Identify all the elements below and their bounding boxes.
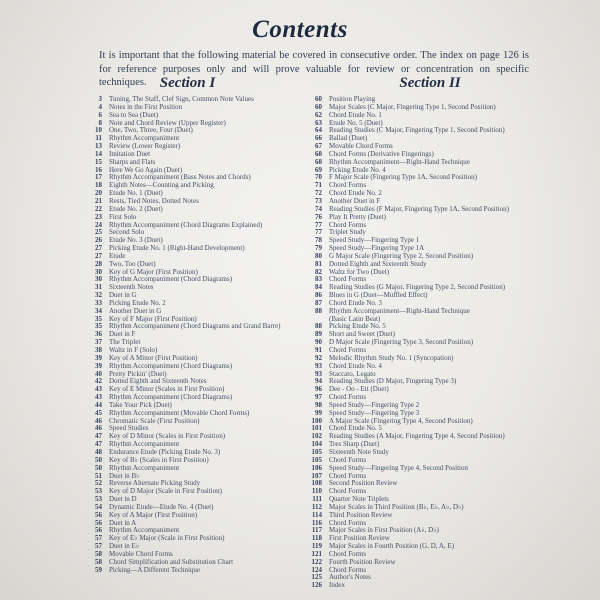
toc-page-number: 36 bbox=[95, 330, 102, 339]
toc-page-number: 54 bbox=[95, 502, 102, 511]
toc-entry bbox=[70, 159, 302, 167]
toc-entry-title: Reading Studies (D Major, Fingering Type 3) bbox=[329, 377, 457, 386]
toc-entry-title: Picking Etude No. 4 bbox=[329, 165, 386, 174]
toc-page-number: 43 bbox=[95, 393, 102, 402]
toc-entry-title: First Position Review bbox=[329, 534, 390, 543]
toc-entry-title: Review (Lower Register) bbox=[109, 142, 181, 151]
toc-entry-title: Rhythm Accompaniment (Chord Diagrams) bbox=[109, 361, 233, 370]
toc-entry-title: Reading Studies (A Major, Fingering Type 4, Second Position) bbox=[329, 432, 505, 441]
toc-page-number bbox=[290, 316, 329, 324]
toc-page-number: 73 bbox=[315, 196, 322, 205]
toc-page-number: 10 bbox=[95, 126, 102, 135]
toc-entry-title: Major Scales (C Major, Fingering Type 1, Second Position) bbox=[329, 102, 496, 111]
toc-entry-title: Another Duet in F bbox=[329, 196, 381, 205]
toc-page-number: 69 bbox=[315, 165, 322, 174]
toc-page-number: 8 bbox=[98, 118, 102, 127]
toc-page-number: 77 bbox=[315, 228, 322, 237]
toc-entry-title: Tuning, The Staff, Clef Sign, Common Note Values bbox=[109, 95, 254, 103]
toc-entry-title: Reverse Alternate Picking Study bbox=[109, 479, 201, 488]
toc-page-number: 47 bbox=[95, 432, 102, 441]
toc-entry-title: Speed Study—Fingering Type 4, Second Position bbox=[329, 463, 468, 472]
toc-page-number: 126 bbox=[311, 581, 322, 590]
toc-entry-title: Chord Forms bbox=[329, 275, 367, 284]
toc-entry-title: Rhythm Accompaniment bbox=[109, 440, 180, 449]
toc-entry bbox=[70, 433, 302, 441]
toc-entry-title: Second Solo bbox=[109, 228, 145, 237]
section-2-entries bbox=[290, 96, 562, 590]
toc-page-number: 79 bbox=[315, 244, 322, 253]
toc-page-number: 105 bbox=[311, 447, 322, 456]
toc-entry-title: Duet in E♭ bbox=[109, 542, 140, 551]
toc-entry-title: Waltz for Two (Duet) bbox=[329, 267, 390, 276]
toc-page-number: 4 bbox=[98, 102, 102, 111]
toc-page-number: 76 bbox=[315, 212, 322, 221]
toc-page-number: 70 bbox=[315, 173, 322, 182]
toc-page-number: 92 bbox=[315, 353, 322, 362]
toc-entry bbox=[70, 394, 302, 402]
toc-page-number: 47 bbox=[95, 440, 102, 449]
toc-entry-title: Major Scales in First Position (A♭, D♭) bbox=[329, 526, 439, 535]
toc-entry-title: Key of F Major (First Position) bbox=[109, 314, 197, 323]
toc-entry bbox=[70, 151, 302, 159]
toc-page-number: 33 bbox=[95, 298, 102, 307]
toc-entry-title: Chord Forms bbox=[329, 565, 367, 574]
toc-entry-title: Duet in F bbox=[109, 330, 136, 339]
toc-entry-title: Notes in the First Position bbox=[109, 102, 183, 111]
toc-entry-title: Two, Too (Duet) bbox=[109, 259, 156, 268]
toc-entry bbox=[70, 488, 302, 496]
toc-page-number: 87 bbox=[315, 298, 322, 307]
toc-page-number: 24 bbox=[95, 220, 102, 229]
toc-page-number: 27 bbox=[95, 251, 102, 260]
toc-entry-title: Staccato, Legato bbox=[329, 369, 376, 378]
toc-page-number: 15 bbox=[95, 157, 102, 166]
toc-entry bbox=[70, 245, 302, 253]
toc-entry-title: The Triplet bbox=[109, 338, 141, 347]
toc-entry bbox=[70, 127, 302, 135]
toc-entry-title: Play It Pretty (Duet) bbox=[329, 212, 386, 221]
toc-entry bbox=[70, 535, 302, 543]
toc-entry-title: F Major Scale (Fingering Type 1A, Second Position) bbox=[329, 173, 477, 182]
toc-entry-title: Duet in B♭ bbox=[109, 471, 140, 480]
toc-entry-title: Etude No. 2 (Duet) bbox=[109, 204, 163, 213]
toc-entry-title: Ballad (Duet) bbox=[329, 134, 368, 143]
toc-page-number: 114 bbox=[311, 510, 322, 519]
toc-page-number: 107 bbox=[311, 471, 322, 480]
toc-page-number: 40 bbox=[95, 369, 102, 378]
toc-page-number: 91 bbox=[315, 346, 322, 354]
toc-entry-title: Key of B♭ (Scales in First Position) bbox=[109, 455, 209, 464]
toc-page-number: 118 bbox=[311, 534, 322, 543]
toc-entry-title: Waltz in F (Solo) bbox=[109, 346, 158, 354]
toc-entry-title: Rests, Tied Notes, Dotted Notes bbox=[109, 196, 199, 205]
toc-entry-title: Short and Sweet (Duet) bbox=[329, 330, 395, 339]
toc-page-number: 6 bbox=[98, 110, 102, 119]
toc-entry bbox=[70, 292, 302, 300]
toc-entry-title: Reading Studies (G Major, Fingering Type 2, Second Position) bbox=[329, 283, 506, 292]
toc-entry-title: A Major Scale (Fingering Type 4, Second Position) bbox=[329, 416, 473, 425]
toc-page-number: 57 bbox=[95, 534, 102, 543]
toc-entry-title: Dynamic Etude—Etude No. 4 (Duet) bbox=[109, 502, 214, 511]
toc-entry-title: G Major Scale (Fingering Type 2, Second Position) bbox=[329, 251, 474, 260]
toc-page-number: 35 bbox=[95, 314, 102, 323]
toc-page-number: 60 bbox=[315, 95, 322, 103]
toc-entry-title: (Basic Latin Beat) bbox=[329, 314, 381, 323]
toc-page-number: 63 bbox=[315, 118, 322, 127]
toc-entry bbox=[70, 339, 302, 347]
toc-entry-title: Rhythm Accompaniment (Chord Diagrams Explained) bbox=[109, 220, 263, 229]
toc-page-number: 104 bbox=[311, 440, 322, 449]
toc-page-number: 97 bbox=[315, 393, 322, 402]
toc-entry bbox=[70, 104, 302, 112]
toc-entry bbox=[70, 543, 302, 551]
toc-page-number: 101 bbox=[311, 424, 322, 433]
toc-entry-title: Duet in G bbox=[109, 291, 137, 300]
toc-page-number: 45 bbox=[95, 408, 102, 417]
toc-entry-title: Chord Forms bbox=[329, 487, 367, 496]
toc-page-number: 77 bbox=[315, 220, 322, 229]
toc-page-number: 121 bbox=[311, 549, 322, 558]
toc-page-number: 51 bbox=[95, 471, 102, 480]
toc-entry-title: Rhythm Accompaniment (Chord Diagrams) bbox=[109, 393, 233, 402]
toc-page-number: 26 bbox=[95, 236, 102, 245]
toc-page-number: 125 bbox=[311, 573, 322, 582]
toc-page-number: 22 bbox=[95, 204, 102, 213]
toc-entry-title: Chord Forms bbox=[329, 220, 367, 229]
toc-page-number: 74 bbox=[315, 204, 322, 213]
toc-page-number: 13 bbox=[95, 142, 102, 151]
toc-page-number: 68 bbox=[315, 157, 322, 166]
toc-entry-title: Eighth Notes—Counting and Picking bbox=[109, 181, 214, 190]
toc-entry-title: Key of D Minor (Scales in First Position) bbox=[109, 432, 226, 441]
toc-page-number: 86 bbox=[315, 291, 322, 300]
toc-entry-title: Dotted Eighth and Sixteenth Notes bbox=[109, 377, 207, 386]
toc-page-number: 68 bbox=[315, 149, 322, 158]
toc-page-number: 93 bbox=[315, 361, 322, 370]
toc-entry-title: Fourth Position Review bbox=[329, 557, 396, 566]
toc-page-number: 56 bbox=[95, 526, 102, 535]
toc-entry-title: Rhythm Accompaniment bbox=[109, 134, 180, 143]
toc-entry-title: Key of D Major (Scale in First Position) bbox=[109, 487, 222, 496]
toc-entry-title: Sea to Sea (Duet) bbox=[109, 110, 159, 119]
toc-entry-title: D Major Scale (Fingering Type 3, Second Position) bbox=[329, 338, 474, 347]
toc-entry-title: Movable Chord Forms bbox=[329, 142, 393, 151]
toc-entry-title: Key of E Minor (Scales in First Position) bbox=[109, 385, 225, 394]
toc-page-number: 84 bbox=[315, 283, 322, 292]
toc-entry bbox=[70, 512, 302, 520]
toc-page-number: 32 bbox=[95, 291, 102, 300]
toc-entry-title: Chord Forms bbox=[329, 549, 367, 558]
toc-entry bbox=[70, 331, 302, 339]
toc-entry-title: Endurance Etude (Picking Etude No. 3) bbox=[109, 447, 221, 456]
toc-page-number: 48 bbox=[95, 447, 102, 456]
toc-entry-title: Chord Forms bbox=[329, 346, 367, 354]
toc-entry-title: Chord Etude No. 5 bbox=[329, 424, 382, 433]
toc-page-number: 111 bbox=[312, 495, 322, 504]
toc-page-number: 90 bbox=[315, 338, 322, 347]
toc-page-number: 117 bbox=[311, 526, 322, 535]
toc-entry-title: Rhythm Accompaniment—Right-Hand Technique bbox=[329, 306, 470, 315]
toc-entry-title: Tres Sharp (Duet) bbox=[329, 440, 380, 449]
toc-page-number: 110 bbox=[311, 487, 322, 496]
toc-page-number: 31 bbox=[95, 283, 102, 292]
toc-page-number: 80 bbox=[315, 251, 322, 260]
toc-page-number: 43 bbox=[95, 385, 102, 394]
toc-entry-title: Index bbox=[329, 581, 345, 590]
toc-entry bbox=[70, 253, 302, 261]
toc-page-number: 46 bbox=[95, 424, 102, 433]
toc-entry-title: Picking Etude No. 2 bbox=[109, 298, 166, 307]
toc-entry-title: Sixteenth Notes bbox=[109, 283, 154, 292]
toc-entry-title: Rhythm Accompaniment bbox=[109, 463, 180, 472]
toc-page-number: 96 bbox=[315, 385, 322, 394]
intro-text: It is important that the following material be covered in consecutive order. The index on page 126 is for reference purposes only and will prove valuable for review or concentration on specific techniques. bbox=[99, 50, 529, 88]
toc-entry bbox=[70, 465, 302, 473]
toc-entry-title: Speed Study—Fingering Type 1 bbox=[329, 236, 420, 245]
toc-page-number: 93 bbox=[315, 369, 322, 378]
section-2-heading: Section II bbox=[399, 75, 461, 91]
toc-page-number: 53 bbox=[95, 487, 102, 496]
toc-entry-title: Chord Simplification and Substitution Chart bbox=[109, 557, 234, 566]
toc-page-number: 122 bbox=[311, 557, 322, 566]
toc-entry bbox=[70, 198, 302, 206]
toc-page-number: 116 bbox=[311, 518, 322, 527]
toc-entry-title: Imitation Duet bbox=[109, 149, 151, 158]
toc-entry-title: Etude No. 3 (Duet) bbox=[109, 236, 163, 245]
toc-page-number: 106 bbox=[311, 463, 322, 472]
toc-entry-title: Dee - Oo - Ett (Duet) bbox=[329, 385, 389, 394]
toc-page-number: 78 bbox=[315, 236, 322, 245]
toc-entry-title: Speed Study—Fingering Type 1A bbox=[329, 244, 425, 253]
toc-entry bbox=[70, 96, 302, 104]
toc-entry bbox=[70, 363, 302, 371]
toc-page-number: 28 bbox=[95, 259, 102, 268]
toc-page-number: 58 bbox=[95, 549, 102, 558]
toc-page-number: 99 bbox=[315, 408, 322, 417]
toc-page-number: 25 bbox=[95, 228, 102, 237]
toc-page-number: 94 bbox=[315, 377, 322, 386]
toc-page-number: 124 bbox=[311, 565, 322, 574]
toc-page-number: 98 bbox=[315, 400, 322, 409]
toc-entry-title: Third Position Review bbox=[329, 510, 393, 519]
toc-entry-title: Duet in D bbox=[109, 495, 137, 504]
page-title: Contents bbox=[252, 16, 348, 43]
toc-page-number: 21 bbox=[95, 196, 102, 205]
toc-entry-title: Picking—A Different Technique bbox=[109, 565, 201, 574]
toc-entry-title: Duet in A bbox=[109, 518, 137, 527]
toc-entry-title: Chord Forms bbox=[329, 471, 367, 480]
toc-entry-title: Picking Etude No. 5 bbox=[329, 322, 386, 331]
toc-entry-title: Blues in G (Duet—Muffled Effect) bbox=[329, 291, 428, 300]
toc-entry-title: Pretty Pickin' (Duet) bbox=[109, 369, 167, 378]
toc-page-number: 38 bbox=[95, 346, 102, 354]
toc-entry bbox=[70, 520, 302, 528]
toc-entry-title: Melodic Rhythm Study No. 1 (Syncopation) bbox=[329, 353, 454, 362]
toc-page-number: 102 bbox=[311, 432, 322, 441]
toc-entry-title: Sharps and Flats bbox=[109, 157, 156, 166]
toc-entry-title: Rhythm Accompaniment bbox=[109, 526, 180, 535]
toc-entry-title: Note and Chord Review (Upper Register) bbox=[109, 118, 226, 127]
toc-entry-title: Rhythm Accompaniment (Movable Chord Forms) bbox=[109, 408, 250, 417]
toc-entry bbox=[70, 229, 302, 237]
toc-entry-title: Movable Chord Forms bbox=[109, 549, 173, 558]
toc-page-number: 71 bbox=[315, 181, 322, 190]
toc-page-number: 56 bbox=[95, 518, 102, 527]
toc-page-number: 23 bbox=[95, 212, 102, 221]
toc-entry-title: Etude bbox=[109, 251, 126, 260]
toc-entry-title: Rhythm Accompaniment (Chord Diagrams and Grand Barre) bbox=[109, 322, 281, 331]
toc-entry-title: Reading Studies (C Major, Fingering Type 1, Second Position) bbox=[329, 126, 505, 135]
toc-entry-title: Rhythm Accompaniment (Bass Notes and Chords) bbox=[109, 173, 251, 182]
toc-entry bbox=[290, 582, 562, 590]
toc-entry-title: Quarter Note Triplets bbox=[329, 495, 389, 504]
toc-entry-title: Chord Forms bbox=[329, 393, 367, 402]
toc-page-number: 72 bbox=[315, 189, 322, 198]
toc-page-number: 58 bbox=[95, 557, 102, 566]
toc-page-number: 39 bbox=[95, 353, 102, 362]
toc-entry-title: Take Your Pick (Duet) bbox=[109, 400, 172, 409]
toc-entry-title: Etude No. 1 (Duet) bbox=[109, 189, 163, 198]
toc-page-number: 112 bbox=[311, 502, 322, 511]
toc-entry bbox=[70, 457, 302, 465]
toc-page-number: 17 bbox=[95, 173, 102, 182]
section-1-entries bbox=[70, 96, 302, 574]
toc-page-number: 89 bbox=[315, 330, 322, 339]
toc-page-number: 42 bbox=[95, 377, 102, 386]
toc-page-number: 108 bbox=[311, 479, 322, 488]
toc-entry-title: Major Scales in Third Position (B♭, E♭, A♭, D♭) bbox=[329, 502, 464, 511]
toc-page-number: 64 bbox=[315, 126, 322, 135]
toc-page-number: 46 bbox=[95, 416, 102, 425]
toc-page-number: 53 bbox=[95, 495, 102, 504]
toc-entry-title: Triplet Study bbox=[329, 228, 366, 237]
toc-entry bbox=[70, 182, 302, 190]
toc-page-number: 39 bbox=[95, 361, 102, 370]
toc-entry-title: Rhythm Accompaniment (Chord Diagrams) bbox=[109, 275, 233, 284]
toc-entry-title: Speed Studies bbox=[109, 424, 149, 433]
toc-entry-title: Chord Etude No. 3 bbox=[329, 298, 382, 307]
toc-entry-title: Chord Forms bbox=[329, 518, 367, 527]
toc-entry bbox=[70, 284, 302, 292]
toc-entry bbox=[70, 222, 302, 230]
toc-page-number: 88 bbox=[315, 322, 322, 331]
toc-page-number: 37 bbox=[95, 338, 102, 347]
toc-page-number: 52 bbox=[95, 479, 102, 488]
toc-page-number: 18 bbox=[95, 181, 102, 190]
toc-entry-title: Chord Forms (Derivative Fingerings) bbox=[329, 149, 434, 158]
toc-page-number: 27 bbox=[95, 244, 102, 253]
toc-page-number: 50 bbox=[95, 455, 102, 464]
toc-entry-title: Chord Etude No. 2 bbox=[329, 189, 382, 198]
toc-entry-title: Second Position Review bbox=[329, 479, 398, 488]
toc-page-number: 60 bbox=[315, 102, 322, 111]
toc-page-number: 3 bbox=[98, 95, 102, 103]
toc-page-number: 66 bbox=[315, 134, 322, 143]
toc-entry-title: Dotted Eighth and Sixteenth Study bbox=[329, 259, 427, 268]
toc-page-number: 88 bbox=[315, 306, 322, 315]
toc-page-number: 100 bbox=[311, 416, 322, 425]
toc-page-number: 59 bbox=[95, 565, 102, 574]
toc-entry-title: Picking Etude No. 1 (Right-Hand Development) bbox=[109, 244, 245, 253]
toc-entry-title: Rhythm Accompaniment—Right-Hand Technique bbox=[329, 157, 470, 166]
toc-page-number: 14 bbox=[95, 149, 102, 158]
toc-entry-title: Chord Etude No. 1 bbox=[329, 110, 382, 119]
toc-entry-title: Chord Etude No. 4 bbox=[329, 361, 382, 370]
toc-page-number: 119 bbox=[311, 542, 322, 551]
toc-page-number: 81 bbox=[315, 259, 322, 268]
toc-page-number: 83 bbox=[315, 275, 322, 284]
toc-page-number: 16 bbox=[95, 165, 102, 174]
toc-page-number: 44 bbox=[95, 400, 102, 409]
toc-page-number: 56 bbox=[95, 510, 102, 519]
toc-entry-title: Here We Go Again (Duet) bbox=[109, 165, 183, 174]
toc-entry-title: Key of A Major (First Position) bbox=[109, 510, 198, 519]
toc-entry-title: Another Duet in G bbox=[109, 306, 162, 315]
toc-page-number: 67 bbox=[315, 142, 322, 151]
toc-entry-title: Etude No. 5 (Duet) bbox=[329, 118, 383, 127]
toc-entry bbox=[70, 135, 302, 143]
toc-entry-title: Position Playing bbox=[329, 95, 376, 103]
toc-entry bbox=[70, 323, 302, 331]
toc-entry-title: Key of E♭ Major (Scale in First Position) bbox=[109, 534, 225, 543]
toc-entry-title: Speed Study—Fingering Type 3 bbox=[329, 408, 420, 417]
toc-page-number: 50 bbox=[95, 463, 102, 472]
toc-entry-title: One, Two, Three, Four (Duet) bbox=[109, 126, 193, 135]
toc-entry-title: Author's Notes bbox=[329, 573, 371, 582]
toc-page-number: 20 bbox=[95, 189, 102, 198]
toc-entry-title: Major Scales in Fourth Position (G, D, A, E) bbox=[329, 542, 455, 551]
toc-page-number: 34 bbox=[95, 306, 102, 315]
toc-page-number: 62 bbox=[315, 110, 322, 119]
section-1-heading: Section I bbox=[159, 75, 216, 91]
toc-entry-title: Sixteenth Note Study bbox=[329, 447, 389, 456]
toc-entry bbox=[70, 567, 302, 575]
toc-entry bbox=[70, 300, 302, 308]
toc-entry-title: Chromatic Scale (First Position) bbox=[109, 416, 200, 425]
toc-entry-title: Chord Forms bbox=[329, 455, 367, 464]
toc-entry-title: Speed Study—Fingering Type 2 bbox=[329, 400, 420, 409]
toc-entry bbox=[70, 206, 302, 214]
toc-page-number: 11 bbox=[95, 134, 102, 143]
toc-entry bbox=[70, 143, 302, 151]
toc-page-number: 82 bbox=[315, 267, 322, 276]
toc-page-number: 30 bbox=[95, 267, 102, 276]
toc-page-number: 30 bbox=[95, 275, 102, 284]
toc-entry-title: First Solo bbox=[109, 212, 137, 221]
toc-page-number: 105 bbox=[311, 455, 322, 464]
toc-page-number: 35 bbox=[95, 322, 102, 331]
toc-entry-title: Key of G Major (First Position) bbox=[109, 267, 198, 276]
toc-page-number: 57 bbox=[95, 542, 102, 551]
toc-entry-title: Reading Studies (F Major, Fingering Type 1A, Second Position) bbox=[329, 204, 509, 213]
toc-entry-title: Chord Forms bbox=[329, 181, 367, 190]
toc-entry bbox=[70, 418, 302, 426]
toc-entry-title: Key of A Minor (First Position) bbox=[109, 353, 198, 362]
toc-entry bbox=[70, 276, 302, 284]
